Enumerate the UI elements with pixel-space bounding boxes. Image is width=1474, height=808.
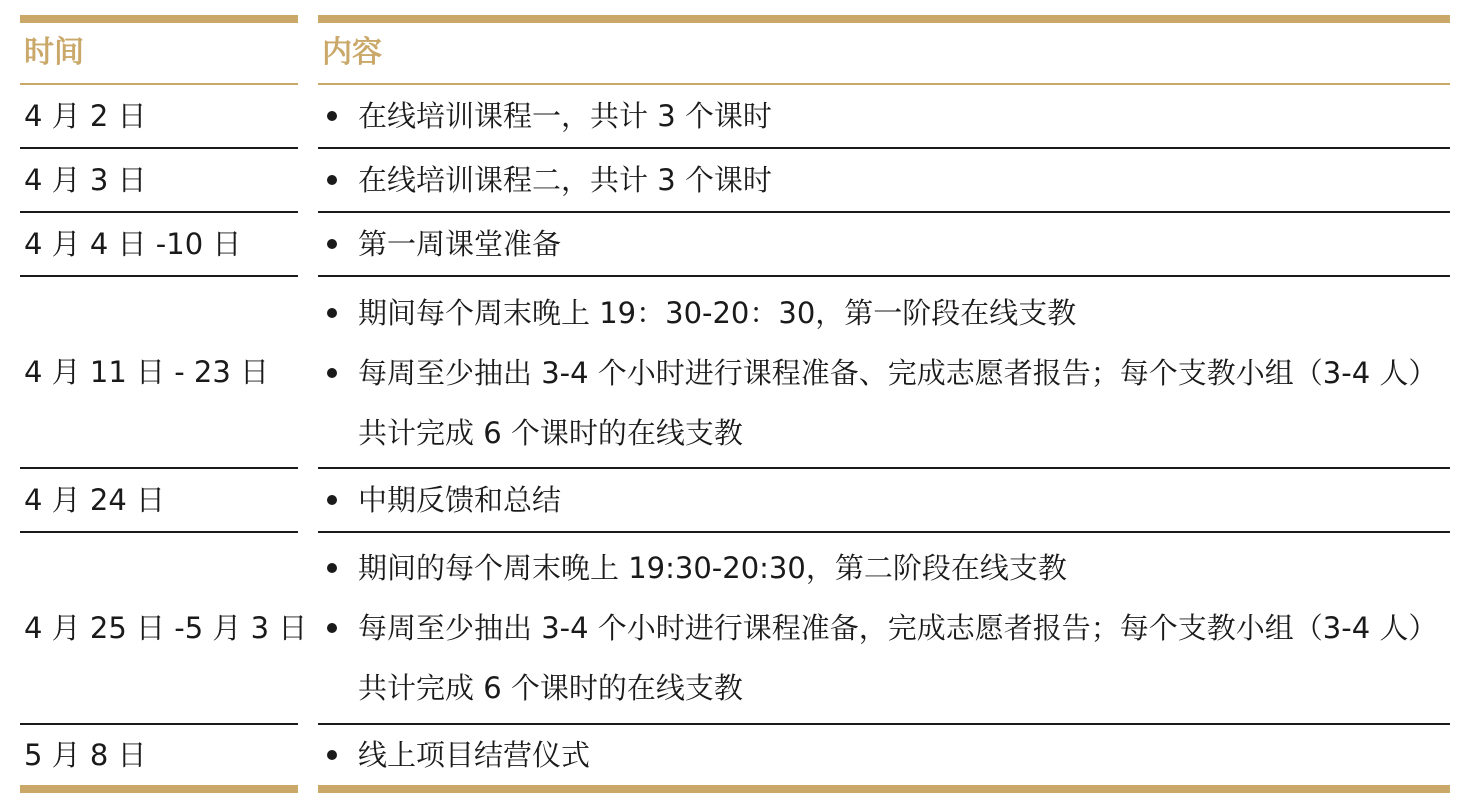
bullet-dot-icon <box>327 623 337 633</box>
bullet-dot-icon <box>327 175 337 185</box>
list-item-text: 每周至少抽出 3-4 个小时进行课程准备、完成志愿者报告；每个支教小组（3-4 人）共计完成 6 个课时的在线支教 <box>358 356 1438 450</box>
row-content-list <box>322 538 1450 718</box>
row-time: 4 月 3 日 <box>24 162 147 197</box>
row-time: 4 月 2 日 <box>24 98 147 133</box>
bullet-dot-icon <box>327 308 337 318</box>
list-item-text: 线上项目结营仪式 <box>358 738 591 772</box>
list-item-text: 在线培训课程一，共计 3 个课时 <box>358 99 772 133</box>
row-divider-content <box>318 211 1450 213</box>
list-item-text: 每周至少抽出 3-4 个小时进行课程准备，完成志愿者报告；每个支教小组（3-4 人）共计完成 6 个课时的在线支教 <box>358 611 1438 705</box>
row-time: 4 月 11 日 - 23 日 <box>24 354 270 389</box>
row-content-list <box>322 725 1450 785</box>
row-time: 4 月 25 日 -5 月 3 日 <box>24 610 308 645</box>
bullet-dot-icon <box>327 368 337 378</box>
list-item <box>322 343 1450 463</box>
list-item <box>322 598 1450 718</box>
bullet-dot-icon <box>327 111 337 121</box>
row-content-list <box>322 150 1450 210</box>
row-time: 5 月 8 日 <box>24 737 147 772</box>
bottom-border-content <box>318 785 1450 793</box>
list-item <box>322 86 1450 146</box>
row-divider-content <box>318 147 1450 149</box>
bottom-border-time <box>20 785 298 793</box>
list-item-text: 中期反馈和总结 <box>358 483 562 517</box>
list-item <box>322 150 1450 210</box>
list-item <box>322 538 1450 598</box>
header-content: 内容 <box>322 35 382 70</box>
bullet-dot-icon <box>327 750 337 760</box>
top-border-time <box>20 15 298 23</box>
row-content-list <box>322 470 1450 530</box>
list-item-text: 第一周课堂准备 <box>358 227 562 261</box>
list-item-text: 在线培训课程二，共计 3 个课时 <box>358 163 772 197</box>
row-divider-content <box>318 531 1450 533</box>
row-content-list <box>322 214 1450 274</box>
row-content-list <box>322 86 1450 146</box>
row-time: 4 月 24 日 <box>24 482 166 517</box>
bullet-dot-icon <box>327 563 337 573</box>
header-divider-content <box>318 83 1450 85</box>
list-item-text: 期间每个周末晚上 19：30-20：30，第一阶段在线支教 <box>358 296 1077 330</box>
header-time: 时间 <box>24 35 84 70</box>
list-item <box>322 214 1450 274</box>
row-divider-content <box>318 275 1450 277</box>
list-item <box>322 725 1450 785</box>
list-item-text: 期间的每个周末晚上 19:30-20:30，第二阶段在线支教 <box>358 551 1067 585</box>
bullet-dot-icon <box>327 495 337 505</box>
row-divider-content <box>318 467 1450 469</box>
list-item <box>322 283 1450 343</box>
row-time: 4 月 4 日 -10 日 <box>24 226 242 261</box>
bullet-dot-icon <box>327 239 337 249</box>
list-item <box>322 470 1450 530</box>
top-border-content <box>318 15 1450 23</box>
row-content-list <box>322 283 1450 463</box>
